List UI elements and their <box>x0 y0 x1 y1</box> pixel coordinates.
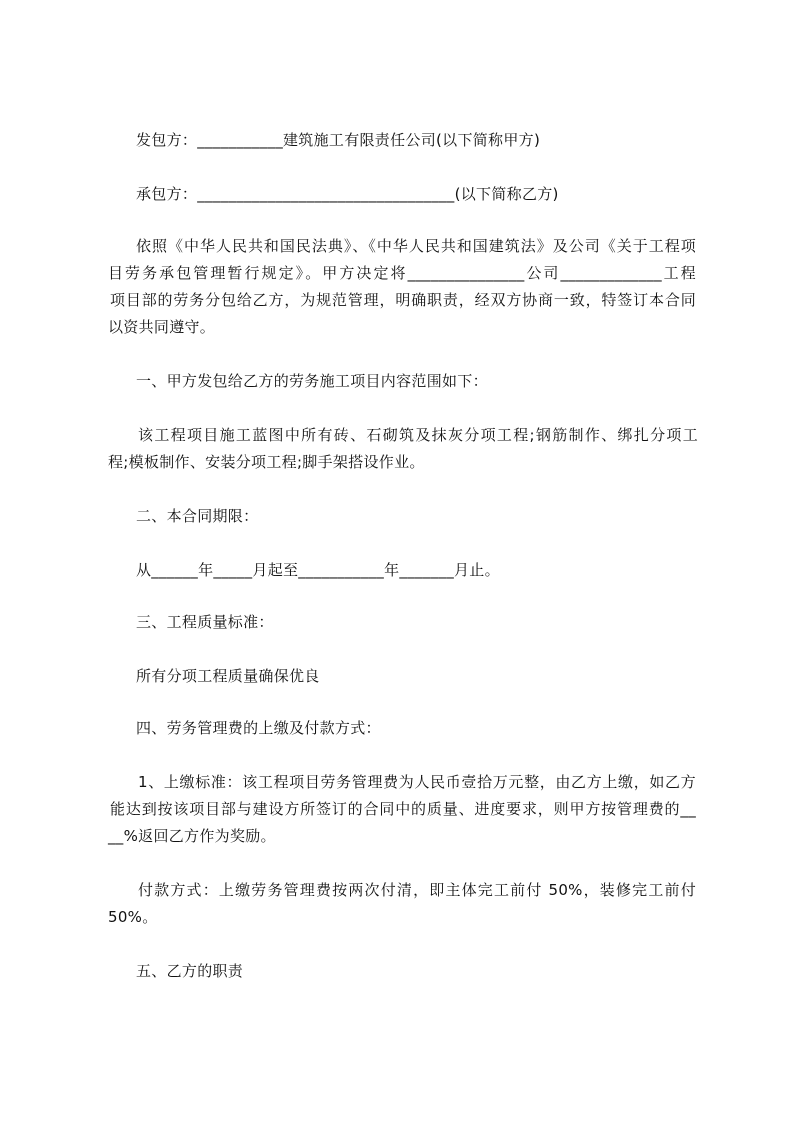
section-1-line-2: 程;模板制作、安装分项工程;脚手架搭设作业。 <box>108 453 425 471</box>
section-3-heading: 三、工程质量标准： <box>136 613 274 631</box>
preamble-line-3: 项目部的劳务分包给乙方，为规范管理，明确职责，经双方协商一致，特签订本合同 <box>110 291 696 309</box>
section-4-payment-line-2: 50%。 <box>108 908 158 926</box>
section-4-item-1-line-1: 1、上缴标准：该工程项目劳务管理费为人民币壹拾万元整，由乙方上缴，如乙方 <box>138 773 696 791</box>
section-4-heading: 四、劳务管理费的上缴及付款方式： <box>136 719 381 737</box>
section-3-line-1: 所有分项工程质量确保优良 <box>136 667 320 685</box>
section-4-item-1-line-3: __%返回乙方作为奖励。 <box>108 827 276 845</box>
section-4-item-1-line-2: 能达到按该项目部与建设方所签订的合同中的质量、进度要求，则甲方按管理费的__ <box>110 800 696 818</box>
section-2-heading: 二、本合同期限： <box>136 507 259 525</box>
preamble-line-1: 依照《中华人民共和国民法典》、《中华人民共和国建筑法》及公司《关于工程项 <box>136 237 696 255</box>
section-1-line-1: 该工程项目施工蓝图中所有砖、石砌筑及抹灰分项工程;钢筋制作、绑扎分项工 <box>138 426 698 444</box>
preamble-line-4: 以资共同遵守。 <box>108 318 216 336</box>
preamble-line-2: 目劳务承包管理暂行规定》。甲方决定将_______________公司_____________工程 <box>108 264 696 282</box>
party-b-line: 承包方：_________________________________(以下简称乙方) <box>136 185 559 203</box>
section-1-heading: 一、甲方发包给乙方的劳务施工项目内容范围如下： <box>136 372 488 390</box>
party-a-line: 发包方：___________建筑施工有限责任公司(以下简称甲方) <box>136 131 541 149</box>
section-5-heading: 五、乙方的职责 <box>136 962 244 980</box>
section-4-payment-line-1: 付款方式：上缴劳务管理费按两次付清，即主体完工前付 50%，装修完工前付 <box>138 881 696 899</box>
section-2-line-1: 从______年_____月起至___________年_______月止。 <box>136 561 500 579</box>
